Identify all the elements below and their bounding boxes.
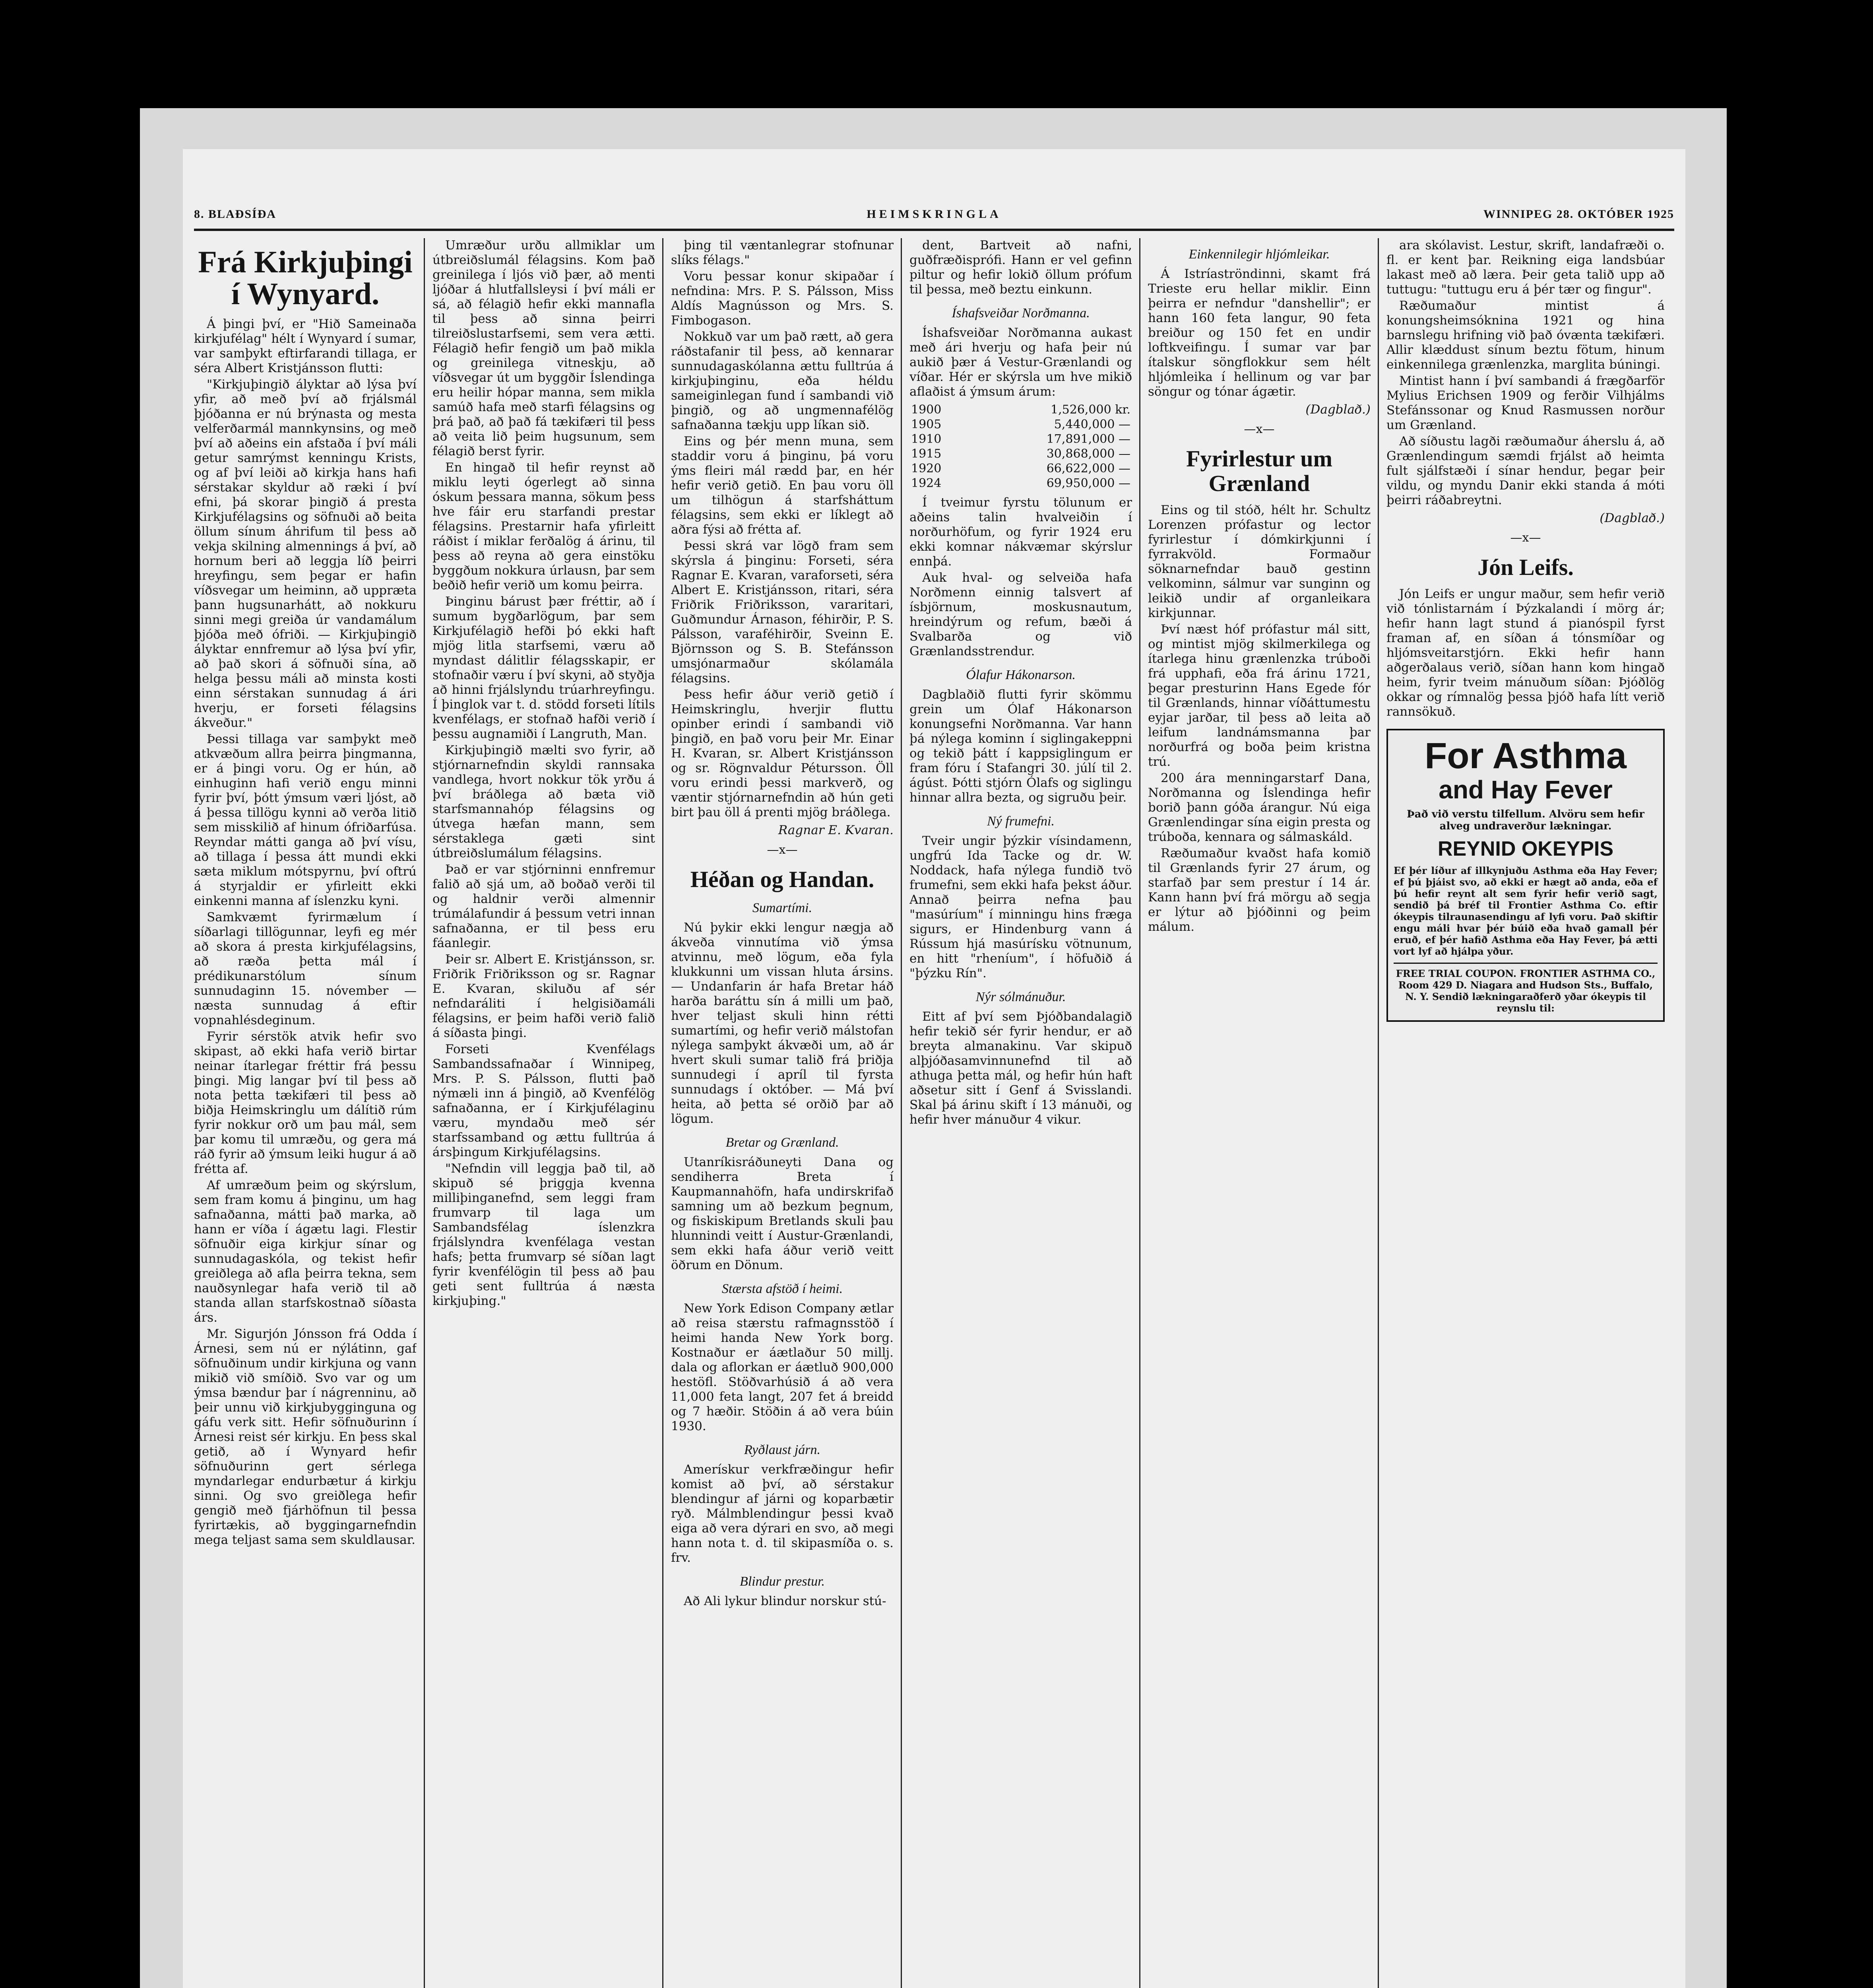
paragraph: Í tveimur fyrstu tölunum er aðeins talin hvalveiðin í norðurhöfum, og fyrir 1924 eru ekki komnar nákvæmar skýrslur ennþá. xyxy=(909,495,1132,569)
paragraph: Þessi tillaga var samþykt með atkvæðum allra þeirra þingmanna, er á þingi voru. Og er hún, að einhuginn hafi verið engu minni fyrir því, þótt ýmsum væri ljóst, að á þessa tillögu kynni að verða litið sem misskilið af hinum ófriðarfúsa. Reyndar mátti ganga að því vísu, að tillaga í þessa átt mundi ekki sæta miklum mótspyrnu, því oftrú á styrjaldir er yfirleitt ekki einkenni manna af íslenzku kyni. xyxy=(194,732,417,908)
date-line: WINNIPEG 28. OKTÓBER 1925 xyxy=(1483,208,1674,221)
ad-tagline: Það við verstu tilfellum. Alvöru sem hefir alveg undraverður lækningar. xyxy=(1407,808,1644,832)
subheading: Stærsta afstöð í heimi. xyxy=(721,1281,843,1296)
column-6 xyxy=(1386,238,1665,1988)
section-title-hedan-og-handan: Héðan og Handan. xyxy=(690,866,874,892)
paragraph: Utanríkisráðuneyti Dana og sendiherra Breta í Kaupmannahöfn, hafa undirskrifað samning um að bezkum þegnum, og fiskiskipum Bretlands skuli þau hlunnindi veitt í Austur-Grænlandi, sem ekki hafa áður verið veitt öðrum en Dönum. xyxy=(671,1155,894,1272)
paragraph: Eins og til stóð, hélt hr. Schultz Lorenzen prófastur og lector fyrirlestur í dómkirkjunni í fyrrakvöld. Formaður söknarnefndar bauð gestinn velkominn, sálmur var sunginn og leikið undir af organleikara kirkjunnar. xyxy=(1148,503,1371,620)
paragraph: Mintist hann í því sambandi á frægðarför Mylius Erichsen 1909 og ferðir Vilhjálms Stefánssonar og Knud Rasmussen norður um Grænland. xyxy=(1386,374,1665,432)
paper-name: HEIMSKRINGLA xyxy=(867,208,1002,221)
column-divider xyxy=(901,238,902,1988)
table-cell-value: 69,950,000 — xyxy=(1046,476,1130,490)
column-3 xyxy=(671,238,894,1988)
paragraph: þing til væntanlegrar stofnunar slíks félags." xyxy=(671,238,894,267)
subheading: Ný frumefni. xyxy=(987,814,1055,829)
paragraph: Nokkuð var um það rætt, að gera ráðstafanir til þess, að kennarar sunnudagaskólanna ættu fulltrúa á kirkjuþinginu, eða héldu sameiginlegan fund í sambandi við þingið, og að ungmennafélög safnaðanna tækju upp líkan sið. xyxy=(671,330,894,432)
subheading: Sumartími. xyxy=(752,901,812,915)
signature: (Dagblað.) xyxy=(1600,511,1665,525)
paragraph: Eins og þér menn muna, sem staddir voru á þinginu, þá voru ýms fleiri mál rædd þar, en hér hefir verið getið. En þau voru öll um tilhögun á starfsháttum félagsins, sem ekki er líklegt að aðra fýsi að frétta af. xyxy=(671,434,894,537)
paragraph: Auk hval- og selveiða hafa Norðmenn einnig talsvert af ísbjörnum, moskusnautum, hreindýrum og refum, bæði á Svalbarða og við Grænlandsstrendur. xyxy=(909,571,1132,658)
ad-coupon: FREE TRIAL COUPON. FRONTIER ASTHMA CO., Room 429 D. Niagara and Hudson Sts., Buffalo, N. Y. Sendið lækningaraðferð yðar ókeypis til reynslu til: xyxy=(1394,963,1658,1014)
table-row xyxy=(909,417,1132,432)
subheading: Íshafsveiðar Norðmanna. xyxy=(952,306,1090,320)
subheading: Bretar og Grænland. xyxy=(725,1135,839,1150)
paragraph: Mr. Sigurjón Jónsson frá Odda í Árnesi, sem nú er nýlátinn, gaf söfnuðinum undir kirkjuna og vann mikið við smíðið. Svo var og um ýmsa bændur þar í nágrenninu, að þeir unnu við kirkjubygginguna og gáfu verk sitt. Hefir söfnuðurinn í Árnesi reist sér kirkju. En þess skal getið, að í Wynyard hefir söfnuðurinn gert sérlega myndarlegar endurbætur á kirkju sinni. Og svo greiðlega hefir gengið með fjárhöfnun til þessa fyrirtækis, að byggingarnefndin mega teljast sama sem skuldlausar. xyxy=(194,1327,417,1547)
paragraph: ara skólavist. Lestur, skrift, landafræði o. fl. er kent þar. Reikning eiga landsbúar lakast með að læra. Þeir geta talið upp að tuttugu: "tuttugu eru á þér tær og fingur". xyxy=(1386,238,1665,297)
paragraph: "Kirkjuþingið ályktar að lýsa því yfir, að með því að frjálsmál þjóðanna er nú brýnasta og mesta velferðarmál mannkynsins, og með því að aðeins ein afstaða í því máli getur samrýmst kenningu Krists, og af því leiði að kirkja hans hafi sérstakar skyldur að ræki í því efni, þá skorar þingið á presta Kirkjufélagsins og söfnuði að beita öllum sínum áhrifum til þess að vekja skilning almennings á því, að hornum beri að leggja líð þeirri hreyfingu, sem þegar er hafin víðsvegar um heiminn, að uppræta þann hugsunarhátt, að nokkuru sinni megi greiða úr vandamálum þjóða með ófriði. — Kirkjuþingið ályktar ennfremur að lýsa því yfir, að það skori á söfnuði sína, að helga þessu máli að minsta kosti einn sérstakan sunnudag á ári hverju, er forseti félagsins ákveður." xyxy=(194,377,417,730)
subheading: Nýr sólmánuður. xyxy=(975,990,1066,1004)
ad-headline: For Asthma xyxy=(1425,736,1627,776)
paragraph: Dagblaðið flutti fyrir skömmu grein um Ólaf Hákonarson konungsefni Norðmanna. Var hann þá nýlega kominn í siglingakeppni og tekið þátt í kappsiglingum er fram fóru í Stafangri 30. júlí til 2. ágúst. Þótti stjórn Ólafs og siglingu hinnar allra bezta, og sigruðu þeir. xyxy=(909,687,1132,805)
paragraph: Á Istríaströndinni, skamt frá Trieste eru hellar miklir. Einn þeirra er nefndur "danshellir"; er hann 160 feta langur, 90 feta breiður og 150 fet en undir loftkveifingu. Í sumar var þar ítalskur söngflokkur sem hélt hljómleika í hellinum og var þar söngur og tónar ágætir. xyxy=(1148,267,1371,399)
paragraph: En hingað til hefir reynst að miklu leyti ógerlegt að sinna óskum þessara manna, sökum þess hve fáir eru starfandi prestar félagsins. Prestarnir hafa yfirleitt ráðist í miklar ferðalög á árinu, til þess að reyna að gera einstöku byggðum nokkura úrlausn, þar sem beðið hefir verið um komu þeirra. xyxy=(432,460,655,592)
paragraph: Það er var stjórninni ennfremur falið að sjá um, að boðað verði til og haldnir verði almennir trúmálafundir á þessum vetri innan safnaðanna, er til þess eru fáanlegir. xyxy=(432,862,655,950)
section-separator: —x— xyxy=(1510,531,1541,545)
table-cell-year: 1924 xyxy=(911,476,942,490)
column-2 xyxy=(432,238,655,1988)
subheading: Ryðlaust járn. xyxy=(744,1442,821,1457)
masthead-rule xyxy=(194,229,1674,231)
table-cell-year: 1915 xyxy=(911,447,942,461)
signature: Ragnar E. Kvaran. xyxy=(778,823,894,837)
table-row xyxy=(909,476,1132,491)
paragraph: Tveir ungir þýzkir vísindamenn, ungfrú Ida Tacke og dr. W. Noddack, hafa nýlega fundið tvö frumefni, sem ekki hafa þekst áður. Annað þeirra nefna þau "masúríum" í minningu hins fræga sigurs, er Hindenburg vann á Rússum hjá masúrísku vötnunum, en hitt "rheníum", í höfuðið á "þýzku Rín". xyxy=(909,834,1132,980)
table-cell-year: 1905 xyxy=(911,417,942,431)
paragraph: "Nefndin vill leggja það til, að skipuð sé þriggja kvenna milliþinganefnd, sem leggi fram frumvarp til laga um Sambandsfélag íslenzkra frjálslyndra kvenfélaga vestan hafs; þetta frumvarp sé síðan lagt fyrir kvenfélögin til þess að þau geti sent fulltrúa á næsta kirkjuþing." xyxy=(432,1161,655,1308)
paragraph: Umræður urðu allmiklar um útbreiðslumál félagsins. Kom það greinilega í ljós við þær, að menti ljóðar á hlutfallsleysi í því máli er sá, að félagið hefir ekki mannafla til þess að sinna þeirri tilreiðslustarfsemi, sem vera ætti. Félagið hefir fengið um það mikla og greinilega vitneskju, að víðsvegar út um byggðir Íslendinga eru heilir hópar manna, sem mikla samúð hafa með starfi félagsins og þrá það, að það fá tækifæri til þess að veita lið þeim hugsunum, sem félagið berst fyrir. xyxy=(432,238,655,458)
paragraph: Forseti Kvenfélags Sambandssafnaðar í Winnipeg, Mrs. P. S. Pálsson, flutti það nýmæli inn á þingið, að Kvenfélög safnaðanna, er í Kirkjufélaginu væru, myndaðu með sér starfssamband og ættu fulltrúa á ársþingum Kirkjufélagsins. xyxy=(432,1042,655,1159)
section-separator: —x— xyxy=(1244,422,1275,436)
table-cell-value: 17,891,000 — xyxy=(1046,432,1130,446)
subheading: Blindur prestur. xyxy=(739,1574,825,1589)
paragraph: Amerískur verkfræðingur hefir komist að því, að sérstakur blendingur af járni og koparbætir ryð. Málmblendingur þessi kvað eiga að vera dýrari en svo, að megi hann nota t. d. til skipasmíða o. s. frv. xyxy=(671,1462,894,1565)
fish-catch-table xyxy=(909,402,1132,491)
section-separator: —x— xyxy=(767,843,798,857)
paragraph: Ræðumaður kvaðst hafa komið til Grænlands fyrir 27 árum, og starfað þar sem prestur í 14 ár. Kann hann því frá mörgu að segja er lýtur að þjóðinni og þeim málum. xyxy=(1148,846,1371,934)
signature: (Dagblað.) xyxy=(1305,402,1371,417)
table-cell-value: 5,440,000 — xyxy=(1054,417,1130,431)
paragraph: Á þingi því, er "Hið Sameinaða kirkjufélag" hélt í Wynyard í sumar, var samþykt eftirfarandi tillaga, er séra Albert Kristjánsson flutti: xyxy=(194,317,417,375)
paragraph: Að síðustu lagði ræðumaður áherslu á, að Grænlendingum sæmdi frjálst að heimta fult sjálfstæði í sínar hendur, þegar þeir vildu, og myndu Danir ekki standa á móti þeirri ráðabreytni. xyxy=(1386,434,1665,507)
paragraph: dent, Bartveit að nafni, guðfræðisprófi. Hann er vel gefinn piltur og hefir lokið öllum prófum til þessa, með beztu einkunn. xyxy=(909,238,1132,297)
paragraph: Fyrir sérstök atvik hefir svo skipast, að ekki hafa verið birtar neinar ítarlegar fréttir frá þessu þingi. Mig langar því til þess að nota þetta tækifæri til þess að biðja Heimskringlu um dálítið rúm fyrir nokkur orð um þau mál, sem þar komu til umræðu, og gera má ráð fyrir að ýmsum leiki hugur á að frétta af. xyxy=(194,1029,417,1176)
paragraph: Kirkjuþingið mælti svo fyrir, að stjórnarnefndin skyldi rannsaka vandlega, hvort nokkur tök yrðu á því bráðlega að bæta við starfsmannahóp félagsins og útvega hæfan mann, sem sérstaklega gæti sint útbreiðslumálum félagsins. xyxy=(432,743,655,860)
paragraph: New York Edison Company ætlar að reisa stærstu rafmagnsstöð í heimi handa New York borg. Kostnaður er áætlaður 50 millj. dala og aflorkan er áætluð 900,000 hestöfl. Stöðvarhúsið á að vera 11,000 feta langt, 207 fet á breidd og 7 hæðir. Stöðin á að vera búin 1930. xyxy=(671,1301,894,1433)
ad-offer-title: REYNID OKEYPIS xyxy=(1437,837,1614,860)
paragraph: Íshafsveiðar Norðmanna aukast með ári hverju og hafa þeir nú aukið þær á Vestur-Grænlandi og víðar. Hér er skýrsla um hve mikið aflaðist á ýmsum árum: xyxy=(909,326,1132,399)
paragraph: Þessi skrá var lögð fram sem skýrsla á þinginu: Forseti, séra Ragnar E. Kvaran, varaforseti, séra Albert E. Kristjánsson, ritari, séra Friðrik Friðriksson, vararitari, Guðmundur Árnason, féhirðir, P. S. Pálsson, varaféhirðir, Sveinn E. Björnsson og S. B. Stefánsson umsjónarmaður skólamála félagsins. xyxy=(671,539,894,685)
masthead xyxy=(194,203,1674,228)
ad-subheadline: and Hay Fever xyxy=(1439,775,1613,804)
table-cell-value: 30,868,000 — xyxy=(1046,447,1130,461)
article-title-kirkjuthing: Frá Kirkjuþingi í Wynyard. xyxy=(198,245,413,311)
table-cell-value: 66,622,000 — xyxy=(1046,462,1130,476)
table-row xyxy=(909,447,1132,461)
paragraph: Því næst hóf prófastur mál sitt, og mintist mjög skilmerkilega og ítarlega hinu grænlenzka trúboði frá upphafi, eða frá árinu 1721, þegar presturinn Hans Egede fór til Grænlands, hinnar víðáttumestu eyjar jarðar, til þess að leita að leifum landnámsmanna þar norðurfrá og boða þeim kristna trú. xyxy=(1148,622,1371,769)
column-5 xyxy=(1148,238,1371,1988)
paragraph: Ræðumaður mintist á konungsheimsóknina 1921 og hina barnslegu hrifning við það óvænta tækifæri. Allir klæddust sínum beztu fötum, hinum einkennilega grænlenzka, marglita búningi. xyxy=(1386,299,1665,372)
column-divider xyxy=(1378,238,1379,1988)
table-cell-year: 1910 xyxy=(911,432,942,446)
ad-body: Ef þér líður af illkynjuðu Asthma eða Hay Fever; ef þú þjáist svo, að ekki er hægt að anda, eða ef þú hefir reynt alt sem fyrir hefir verið sagt, sendið þá bréf til Frontier Asthma Co. eftir ókeypis tilraunasendingu af lyfi voru. Það skiftir engu máli hvar þér búið eða hvað gamall þér eruð, ef þér hafið Asthma eða Hay Fever, þá ætti vort lyf að hjálpa yður. xyxy=(1394,865,1658,957)
paragraph: Nú þykir ekki lengur nægja að ákveða vinnutíma við ýmsa atvinnu, með lögum, eða fyla klukkunni um vissan hluta ársins. — Undanfarin ár hafa Bretar háð harða baráttu sín á milli um það, hver teljast skuli hinn rétti sumartími, og hefir verið málstofan nýlega samþykt ákvæði um, að ár hvert skuli sumar talið frá þriðja sunnudegi í apríl til fyrsta sunnudags í október. — Má því heita, að þetta sé orðið þar að lögum. xyxy=(671,920,894,1126)
page-label: 8. BLAÐSÍÐA xyxy=(194,208,277,221)
paragraph: Voru þessar konur skipaðar í nefndina: Mrs. P. S. Pálsson, Miss Aldís Magnússon og Mrs. S. Fimbogason. xyxy=(671,269,894,328)
asthma-advertisement xyxy=(1386,729,1665,1022)
column-divider xyxy=(424,238,425,1988)
columns xyxy=(194,238,1674,1988)
column-divider xyxy=(662,238,663,1988)
subheading: Ólafur Hákonarson. xyxy=(966,668,1076,682)
table-cell-value: 1,526,000 kr. xyxy=(1051,403,1130,417)
newspaper-page xyxy=(183,149,1685,1988)
table-row xyxy=(909,402,1132,417)
paragraph: Þeir sr. Albert E. Kristjánsson, sr. Friðrik Friðriksson og sr. Ragnar E. Kvaran, skiluðu af sér nefndaráliti í helgisiðamáli félagsins, er þeim hafði verið falið á síðasta þingi. xyxy=(432,952,655,1040)
table-cell-year: 1900 xyxy=(911,403,942,417)
paragraph: Eitt af því sem Þjóðbandalagið hefir tekið sér fyrir hendur, er að breyta almanakinu. Var skipuð alþjóðasamvinnunefnd til að athuga þetta mál, og hefir hún haft aðsetur sitt í Genf á Svisslandi. Skal þá árinu skift í 13 mánuði, og hefir hver mánuður 4 vikur. xyxy=(909,1010,1132,1127)
table-row xyxy=(909,432,1132,447)
paragraph: Af umræðum þeim og skýrslum, sem fram komu á þinginu, um hag safnaðanna, mátti það marka, að hann er víða í ágætu lagi. Flestir söfnuðir eiga kirkjur sínar og sunnudagaskóla, og tekist hefir greiðlega að afla þeirra tekna, sem nauðsynlegar hafa verið til að standa allan starfskostnað síðasta árs. xyxy=(194,1178,417,1325)
section-title-fyrirlestur: Fyrirlestur um Grænland xyxy=(1186,446,1332,496)
column-1 xyxy=(194,238,417,1988)
section-title-jon-leifs: Jón Leifs. xyxy=(1477,554,1574,580)
subheading: Einkennilegir hljómleikar. xyxy=(1189,247,1330,262)
table-cell-year: 1920 xyxy=(911,462,942,476)
paragraph: 200 ára menningarstarf Dana, Norðmanna og Íslendinga hefir borið þann góða árangur. Nú eiga Grænlendingar sína eigin presta og trúboða, kennara og sálmaskáld. xyxy=(1148,771,1371,844)
table-row xyxy=(909,461,1132,476)
paragraph: Þinginu bárust þær fréttir, að í sumum bygðarlögum, þar sem Kirkjufélagið hefði þó ekki haft mjög litla starfsemi, væru að myndast dálitlir félagsskapir, er stofnaðir væru í því skyni, að styðja að hinni frjálslyndu trúarhreyfingu. Í þinglok var t. d. stödd forseti lítils kvenfélags, er stofnað hafði verið í þessu augnamiði í Langruth, Man. xyxy=(432,594,655,741)
paragraph: Að Ali lykur blindur norskur stú- xyxy=(684,1594,886,1608)
paragraph: Jón Leifs er ungur maður, sem hefir verið við tónlistarnám í Þýzkalandi í mörg ár; hefir hann lagt stund á pianóspil fyrst framan af, en síðan á tónsmíðar og hljómsveitarstjórn. Ekki hefir hann aðgerðalaus verið, síðan hann kom hingað heim, fyrir tveim mánuðum síðan: Þjóðlög okkar og rímnalög þessa þjóð hafa lítt verið rannsökuð. xyxy=(1386,587,1665,719)
paragraph: Samkvæmt fyrirmælum í síðarlagi tillögunnar, leyfi eg mér að skora á presta kirkjufélagsins, að ræða þetta mál í prédikunarstólum sínum sunnudaginn 15. nóvember — næsta sunnudag á eftir vopnahlésdeginum. xyxy=(194,910,417,1027)
column-4 xyxy=(909,238,1132,1988)
column-divider xyxy=(1139,238,1140,1988)
paragraph: Þess hefir áður verið getið í Heimskringlu, hverjir fluttu opinber erindi í sambandi við þingið, en það voru þeir Mr. Einar H. Kvaran, sr. Albert Kristjánsson og sr. Rögnvaldur Pétursson. Öll voru erindi þessi markverð, og væntir stjórnarnefndin að hún geti birt þau öll á prenti mjög bráðlega. xyxy=(671,687,894,819)
